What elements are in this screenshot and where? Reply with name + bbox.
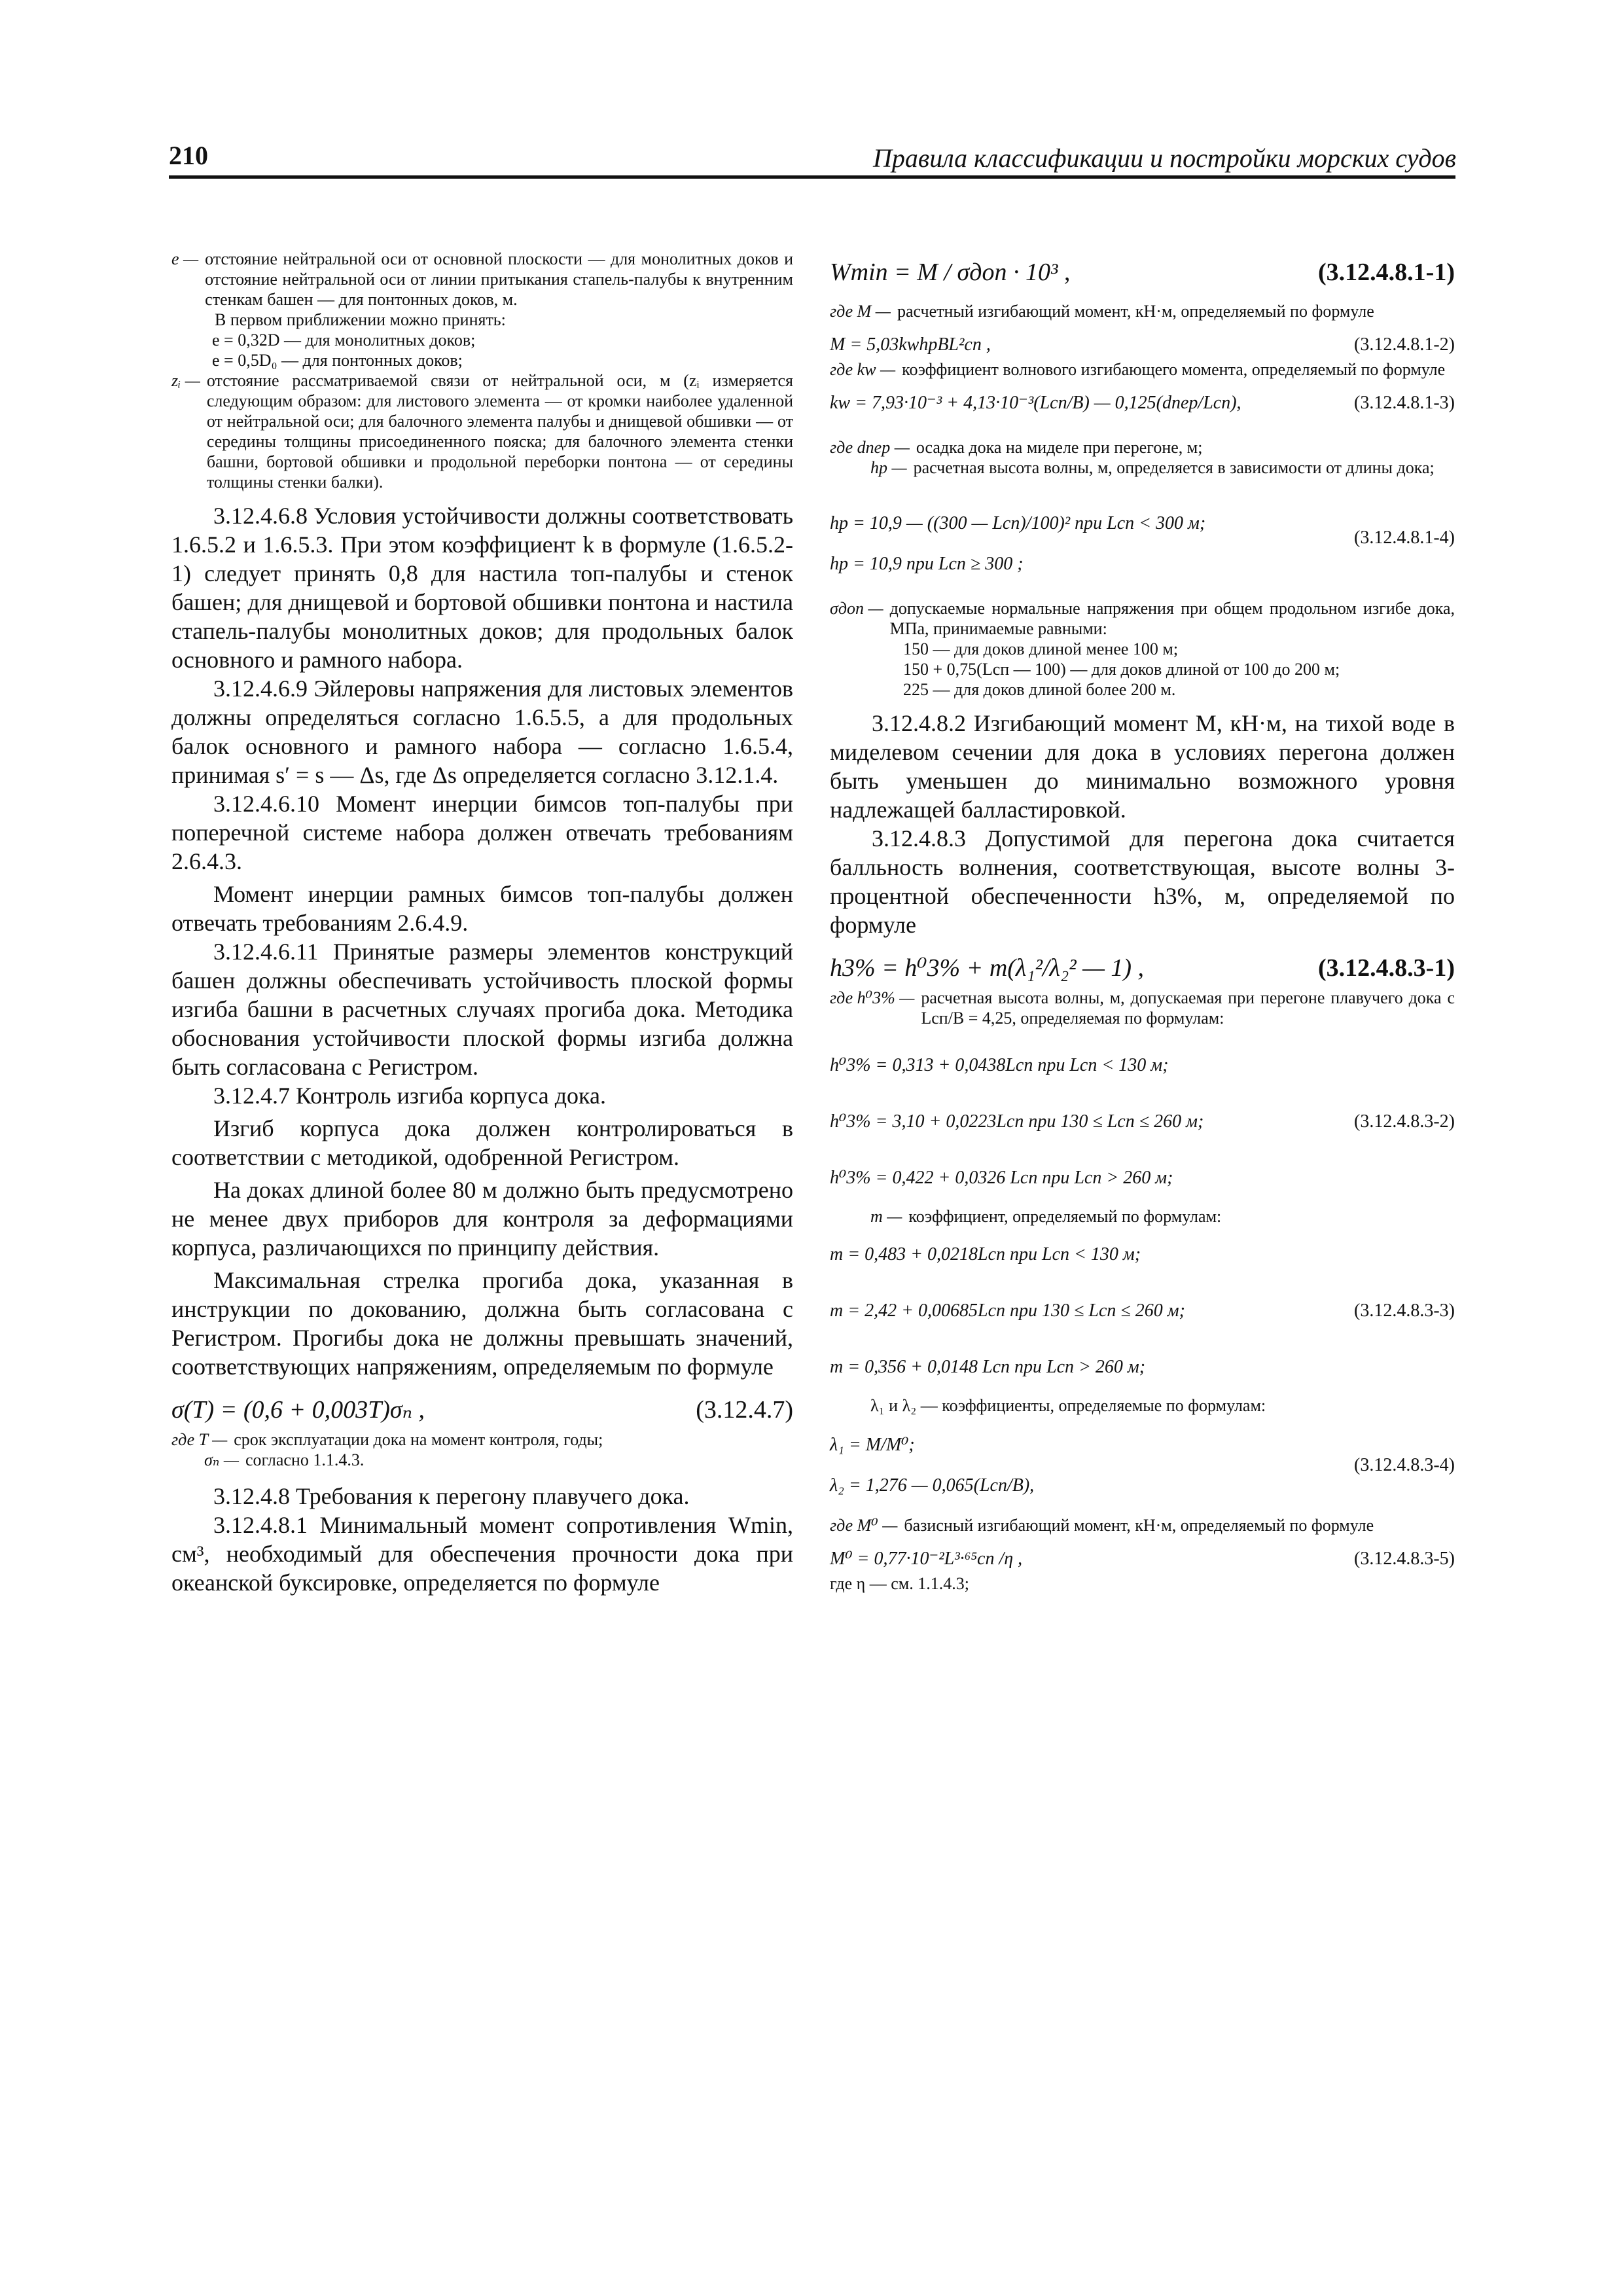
formula-hp-line-2: hp = 10,9 при Lсп ≥ 300 ; [830, 554, 1024, 574]
definition-h0: где h⁰3% — расчетная высота волны, м, допускаемая при перегоне плавучего дока с Lсп/B = 4,25, определяемая по формулам: [830, 988, 1455, 1028]
paragraph-3-12-4-6-8: 3.12.4.6.8 Условия устойчивости должны соответствовать 1.6.5.2 и 1.6.5.3. При этом коэффициент k в формуле (1.6.5.2-1) следует принять 0,8 для настила топ-палубы и стенок башен; для днищевой и бортовой обшивки понтона и настила стапель-палубы монолитных доков; для продольных балок основного и рамного набора. [171, 503, 793, 673]
paragraph-3-12-4-7: 3.12.4.7 Контроль изгиба корпуса дока. [213, 1083, 606, 1109]
formula-kw-body: kw = 7,93·10⁻³ + 4,13·10⁻³(Lсп/B) — 0,125(dпер/Lсп), [830, 393, 1241, 413]
sigma-value-2: 150 + 0,75(Lсп — 100) — для доков длиной от 100 до 200 м; [903, 660, 1340, 679]
e-pontoon: e = 0,5D₀ — для понтонных доков; [212, 351, 463, 370]
lambda-intro: λ₁ и λ₂ — коэффициенты, определяемые по формулам: [870, 1396, 1266, 1415]
sigma-value-1: 150 — для доков длиной менее 100 м; [903, 639, 1179, 658]
approximation-note: В первом приближении можно принять: [215, 310, 506, 329]
sigma-value-3: 225 — для доков длиной более 200 м. [903, 680, 1176, 699]
definition-T: где T — срок эксплуатации дока на момент контроля, годы; [171, 1430, 603, 1449]
formula-M-label: (3.12.4.8.1-2) [1354, 334, 1455, 355]
paragraph-80m-docks: На доках длиной более 80 м должно быть предусмотрено не менее двух приборов для контроля за деформациями корпуса, различающихся по принципу действия. [171, 1177, 793, 1261]
definition-sigma-dop: σдоп — допускаемые нормальные напряжения при общем продольном изгибе дока, МПа, принимаемые равными: [830, 599, 1455, 638]
definition-zi: zᵢ — отстояние рассматриваемой связи от нейтральной оси, м (zᵢ измеряется следующим образом: для листового элемента — от кромки наиболее удаленной от нейтральной оси; для балочного элемента палубы и днищевой обшивки — от середины толщины присоединенного пояска; для балочного элемента стенки башни, бортовой обшивки и продольной переборки понтона — от середины толщины стенки балки). [171, 371, 793, 492]
formula-m-line-2: m = 2,42 + 0,00685Lсп при 130 ≤ Lсп ≤ 260 м; [830, 1300, 1185, 1321]
paragraph-3-12-4-6-11: 3.12.4.6.11 Принятые размеры элементов конструкций башен должны обеспечивать устойчивость плоской формы изгиба башни в расчетных случаях прогиба дока. Методика обоснования устойчивости плоской формы изгиба должна быть согласована с Регистром. [171, 939, 793, 1080]
formula-wmin-label: (3.12.4.8.1-1) [1318, 259, 1455, 286]
formula-3-12-4-8-1-2 [830, 331, 1455, 359]
left-column [171, 249, 793, 1597]
right-column [830, 249, 1455, 1594]
definition-hp: hp — расчетная высота волны, м, определяется в зависимости от длины дока; [870, 458, 1435, 477]
paragraph-3-12-4-6-9: 3.12.4.6.9 Эйлеровы напряжения для листовых элементов должны определяться согласно 1.6.5.5, а для продольных балок основного и рамного набора — согласно 1.6.5.4, принимая s′ = s — Δs, где Δs определяется согласно 3.12.1.4. [171, 675, 793, 788]
formula-h0-line-1: h⁰3% = 0,313 + 0,0438Lсп при Lсп < 130 м; [830, 1055, 1169, 1075]
definition-e: e — отстояние нейтральной оси от основной плоскости — для монолитных доков и отстояние нейтральной оси от линии притыкания стапель-палубы к внутренним стенкам башен — для понтонных доков, м. [171, 249, 793, 309]
paragraph-3-12-4-8-1: 3.12.4.8.1 Минимальный момент сопротивления Wmin, см³, необходимый для обеспечения прочности дока при океанской буксировке, определяется по формуле [171, 1512, 793, 1596]
formula-m-line-3: m = 0,356 + 0,0148 Lсп при Lсп > 260 м; [830, 1357, 1146, 1377]
formula-group-3-12-4-8-1-4 [830, 497, 1455, 579]
formula-m-line-1: m = 0,483 + 0,0218Lсп при Lсп < 130 м; [830, 1244, 1141, 1265]
formula-3-12-4-7 [171, 1390, 793, 1429]
formula-lambda1: λ₁ = M/M⁰; [830, 1435, 915, 1455]
formula-kw-label: (3.12.4.8.1-3) [1354, 393, 1455, 413]
formula-sigma-body: σ(T) = (0,6 + 0,003T)σₙ , [171, 1396, 425, 1424]
formula-m-label: (3.12.4.8.3-3) [1354, 1300, 1455, 1321]
header-rule [169, 175, 1455, 179]
formula-3-12-4-8-1-1 [830, 253, 1455, 292]
page-number: 210 [169, 141, 208, 170]
definition-m: m — коэффициент, определяемый по формулам: [870, 1207, 1222, 1226]
definition-d-per: где dпер — осадка дока на миделе при перегоне, м; [830, 438, 1203, 457]
paragraph-3-12-4-8: 3.12.4.8 Требования к перегону плавучего дока. [213, 1483, 690, 1509]
formula-sigma-label: (3.12.4.7) [696, 1396, 793, 1424]
definition-eta: где η — см. 1.1.4.3; [830, 1574, 969, 1593]
paragraph-frame-beams: Момент инерции рамных бимсов топ-палубы должен отвечать требованиям 2.6.4.9. [171, 881, 793, 936]
formula-hp-line-1: hp = 10,9 — ((300 — Lсп)/100)² при Lсп < 300 м; [830, 513, 1206, 533]
formula-lambda-label: (3.12.4.8.3-4) [1354, 1455, 1455, 1475]
formula-M0-body: M⁰ = 0,77·10⁻²L³·⁶⁵сп /η , [830, 1549, 1023, 1569]
formula-wmin-body: Wmin = M / σдоп · 10³ , [830, 259, 1071, 286]
paragraph-3-12-4-8-2: 3.12.4.8.2 Изгибающий момент M, кН·м, на тихой воде в миделевом сечении для дока в условиях перегона должен быть уменьшен до минимально возможного уровня надлежащей балластировкой. [830, 710, 1455, 823]
formula-group-3-12-4-8-3-3 [830, 1227, 1455, 1395]
definition-sigma-n: σₙ — согласно 1.1.4.3. [204, 1450, 365, 1469]
formula-M-body: M = 5,03kwhpBL²сп , [830, 334, 991, 355]
running-title: Правила классификации и постройки морских судов [872, 143, 1456, 173]
formula-3-12-4-8-3-5 [830, 1545, 1455, 1573]
formula-3-12-4-8-3-1 [830, 948, 1455, 988]
formula-lambda2: λ₂ = 1,276 — 0,065(Lсп/B), [830, 1475, 1035, 1496]
formula-h0-label: (3.12.4.8.3-2) [1354, 1111, 1455, 1132]
paragraph-bending-control: Изгиб корпуса дока должен контролироваться в соответствии с методикой, одобренной Регистром. [171, 1115, 793, 1170]
definition-M0: где M⁰ — базисный изгибающий момент, кН·м, определяемый по формуле [830, 1516, 1374, 1535]
definition-kw: где kw — коэффициент волнового изгибающего момента, определяемый по формуле [830, 360, 1446, 379]
formula-M0-label: (3.12.4.8.3-5) [1354, 1549, 1455, 1569]
definition-M: где M — расчетный изгибающий момент, кН·м, определяемый по формуле [830, 302, 1374, 321]
formula-h3-body: h3% = h⁰3% + m(λ₁²/λ₂² — 1) , [830, 954, 1145, 982]
formula-h3-label: (3.12.4.8.3-1) [1318, 954, 1455, 982]
formula-group-3-12-4-8-3-4 [830, 1425, 1455, 1506]
paragraph-max-deflection: Максимальная стрелка прогиба дока, указанная в инструкции по докованию, должна быть согласована с Регистром. Прогибы дока не должны превышать значений, соответствующих напряжениям, определяемым по формуле [171, 1267, 793, 1380]
paragraph-3-12-4-6-10: 3.12.4.6.10 Момент инерции бимсов топ-палубы при поперечной системе набора должен отвечать требованиям 2.6.4.3. [171, 791, 793, 874]
formula-3-12-4-8-1-3 [830, 389, 1455, 418]
formula-h0-line-2: h⁰3% = 3,10 + 0,0223Lсп при 130 ≤ Lсп ≤ 260 м; [830, 1111, 1204, 1132]
paragraph-3-12-4-8-3: 3.12.4.8.3 Допустимой для перегона дока считается балльность волнения, соответствующая, высоте волны 3-процентной обеспеченности h3%, м, определяемой по формуле [830, 825, 1455, 938]
formula-hp-label: (3.12.4.8.1-4) [1354, 528, 1455, 548]
e-monolithic: e = 0,32D — для монолитных доков; [212, 331, 476, 350]
formula-h0-line-3: h⁰3% = 0,422 + 0,0326 Lсп при Lсп > 260 м; [830, 1168, 1173, 1188]
formula-group-3-12-4-8-3-2 [830, 1037, 1455, 1206]
